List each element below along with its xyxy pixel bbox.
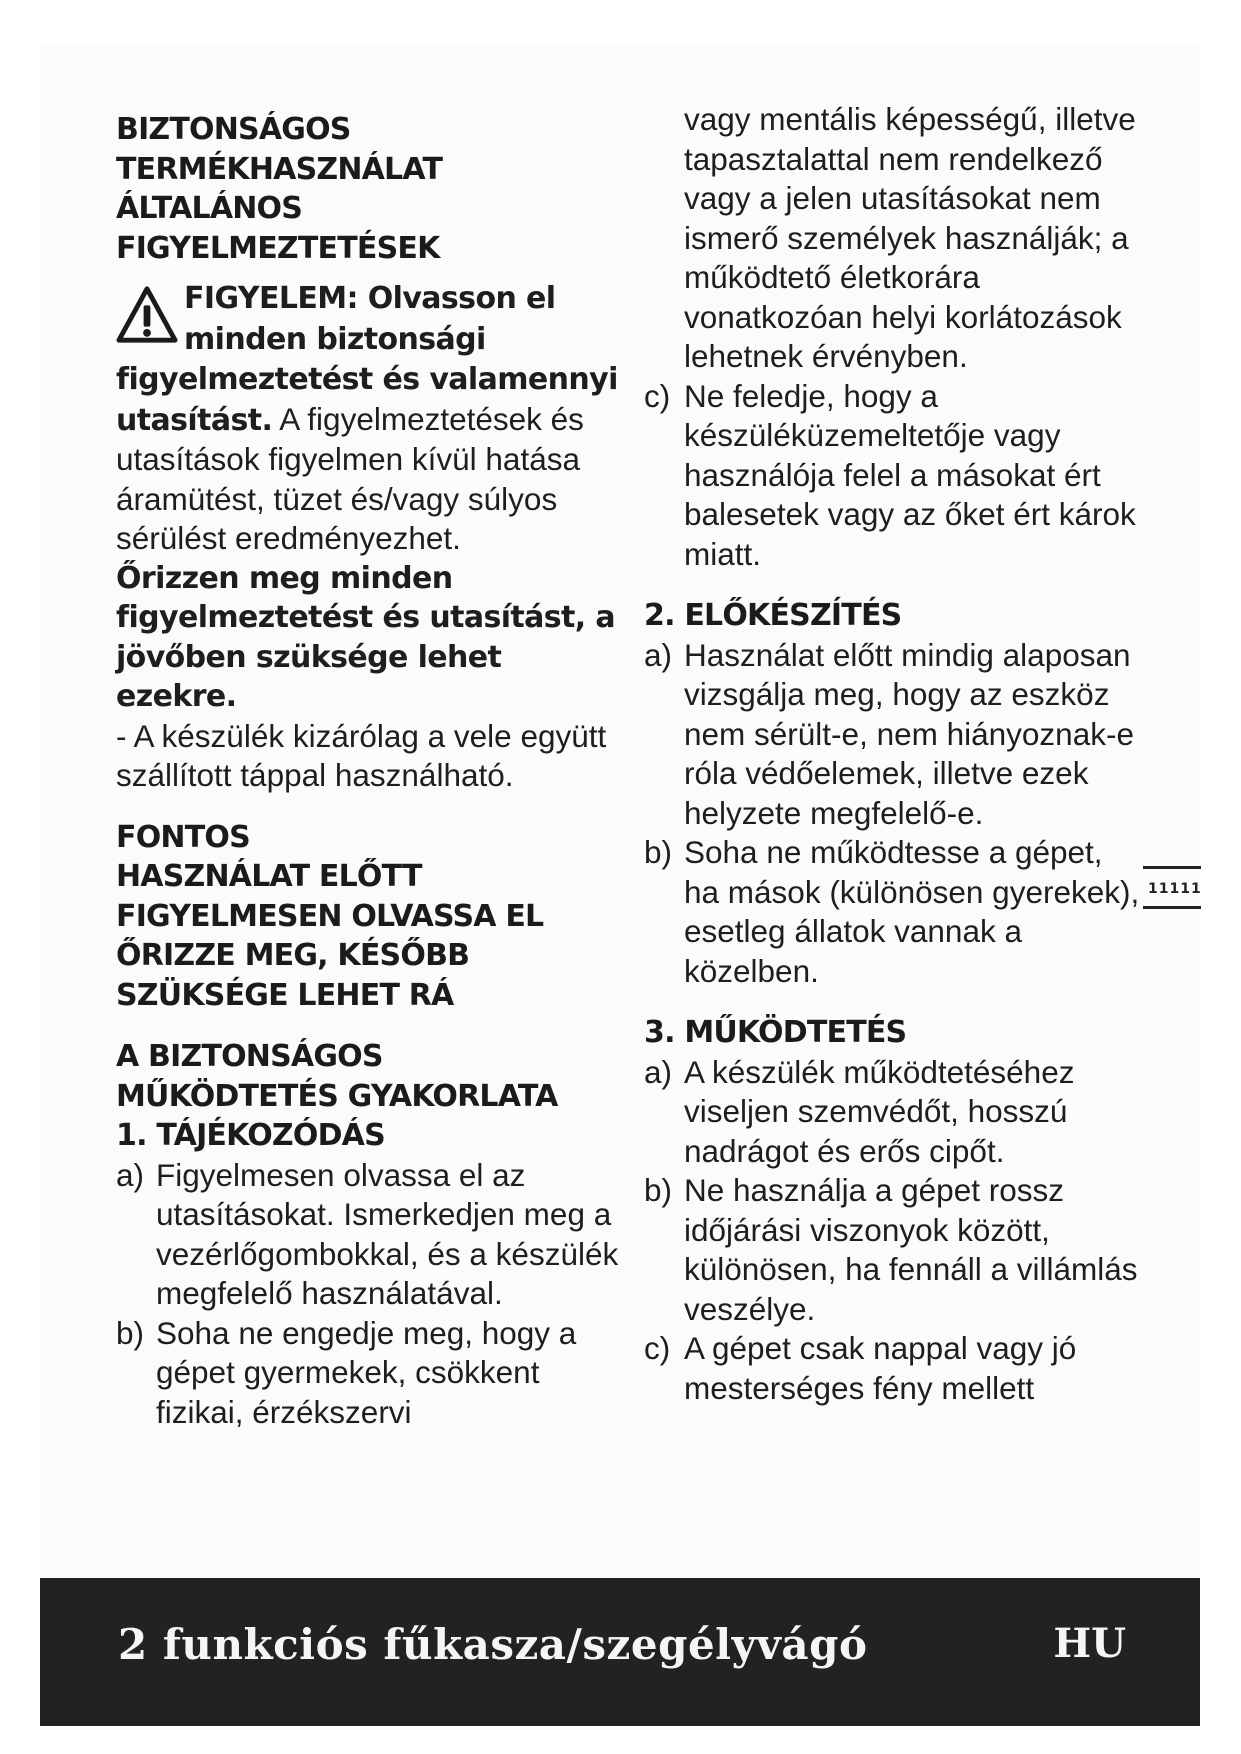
- continuation-text: vagy mentális képességű, illetve tapasztalattal nem rendelkező vagy a jelen utasításokat nem ismerő személyek használják; a működtető életkorára vonatkozóan helyi korlátozások lehetnek érvényben.: [684, 101, 1136, 374]
- left-column: [116, 110, 626, 1432]
- side-marker-line-bottom: [1143, 906, 1201, 909]
- warning-triangle-icon: [116, 284, 178, 346]
- list-item: c) A gépet csak nappal vagy jó mesterséges fény mellett: [644, 1330, 1077, 1406]
- keep-instructions-text: Őrizzen meg minden figyelmeztetést és utasítást, a jövőben szüksége lehet ezekre.: [116, 560, 616, 714]
- section-heading-preparation: 2. ELŐKÉSZÍTÉS: [644, 598, 902, 633]
- section-heading-important: FONTOS HASZNÁLAT ELŐTT FIGYELMESEN OLVASSA EL ŐRIZZE MEG, KÉSŐBB SZÜKSÉGE LEHET RÁ: [116, 819, 544, 1013]
- warning-text: A figyelmeztetések és utasítások figyelmen kívül hatása áramütést, tüzet és/vagy súlyos sérülést eredményezhet.: [116, 400, 584, 556]
- power-supply-note: - A készülék kizárólag a vele együtt szállított táppal használható.: [116, 717, 607, 793]
- list-item: a) A készülék működtetéséhez viseljen szemvédőt, hosszú nadrágot és erős cipőt.: [644, 1053, 1075, 1169]
- list-item: b) Ne használja a gépet rossz időjárási viszonyok között, különösen, ha fennáll a villámlás veszélye.: [644, 1172, 1138, 1327]
- right-column: [644, 101, 1144, 1408]
- list-item: b) Soha ne működtesse a gépet, ha mások (különösen gyerekek), esetleg állatok vannak a közelben.: [644, 834, 1140, 989]
- side-marker-label: 11111: [1148, 881, 1202, 897]
- side-marker-line-top: [1143, 866, 1201, 869]
- list-item: a) Használat előtt mindig alaposan vizsgálja meg, hogy az eszköz nem sérült-e, nem hiányoznak-e róla védőelemek, illetve ezek helyzete megfelelő-e.: [644, 636, 1134, 831]
- warning-bold-text: FIGYELEM: Olvasson el minden biztonsági figyelmeztetést és valamennyi utasítást.: [116, 281, 618, 438]
- section-heading-safe-operation: A BIZTONSÁGOS MŰKÖDTETÉS GYAKORLATA 1. TÁJÉKOZÓDÁS: [116, 1039, 558, 1153]
- language-code: HU: [1053, 1620, 1126, 1667]
- section-heading-general-warnings: BIZTONSÁGOS TERMÉKHASZNÁLAT ÁLTALÁNOS FIGYELMEZTETÉSEK: [116, 112, 443, 266]
- list-item: b) Soha ne engedje meg, hogy a gépet gyermekek, csökkent fizikai, érzékszervi: [116, 1314, 577, 1430]
- section-heading-operation: 3. MŰKÖDTETÉS: [644, 1015, 907, 1050]
- list-item: c) Ne feledje, hogy a készüléküzemeltetője vagy használója felel a másokat ért balesetek vagy az őket ért károk miatt.: [644, 377, 1136, 572]
- list-item: a) Figyelmesen olvassa el az utasításokat. Ismerkedjen meg a vezérlőgombokkal, és a készülék megfelelő használatával.: [116, 1156, 619, 1311]
- footer-title: 2 funkciós fűkasza/szegélyvágó: [118, 1620, 868, 1669]
- footer-bar: [40, 1578, 1200, 1726]
- warning-paragraph: [116, 278, 626, 559]
